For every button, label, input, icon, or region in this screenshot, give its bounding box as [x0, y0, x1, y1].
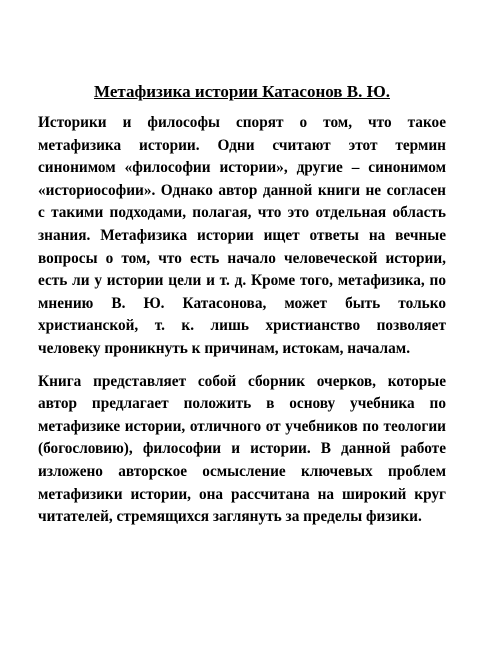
paragraph-1: Историки и философы спорят о том, что такое метафизика истории. Одни считают этот термин синонимом «философии истории», другие – синонимом «историософии». Однако автор данной книги не согласен с такими подходами, полагая, что это отдельная область знания. Метафизика истории ищет ответы на вечные вопросы о том, что есть начало человеческой истории, есть ли у истории цели и т. д. Кроме того, метафизика, по мнению В. Ю. Катасонова, может быть только христианской, т. к. лишь христианство позволяет человеку проникнуть к причинам, истокам, началам.: [38, 114, 446, 357]
document-title: Метафизика истории Катасонов В. Ю.: [94, 82, 390, 101]
paragraph-2: Книга представляет собой сборник очерков, которые автор предлагает положить в основу учебника по метафизике истории, отличного от учебников по теологии (богословию), философии и истории. В данной работе изложено авторское осмысление ключевых проблем метафизики истории, она рассчитана на широкий круг читателей, стремящихся заглянуть за пределы физики.: [38, 372, 446, 526]
document-page: [38, 82, 446, 539]
